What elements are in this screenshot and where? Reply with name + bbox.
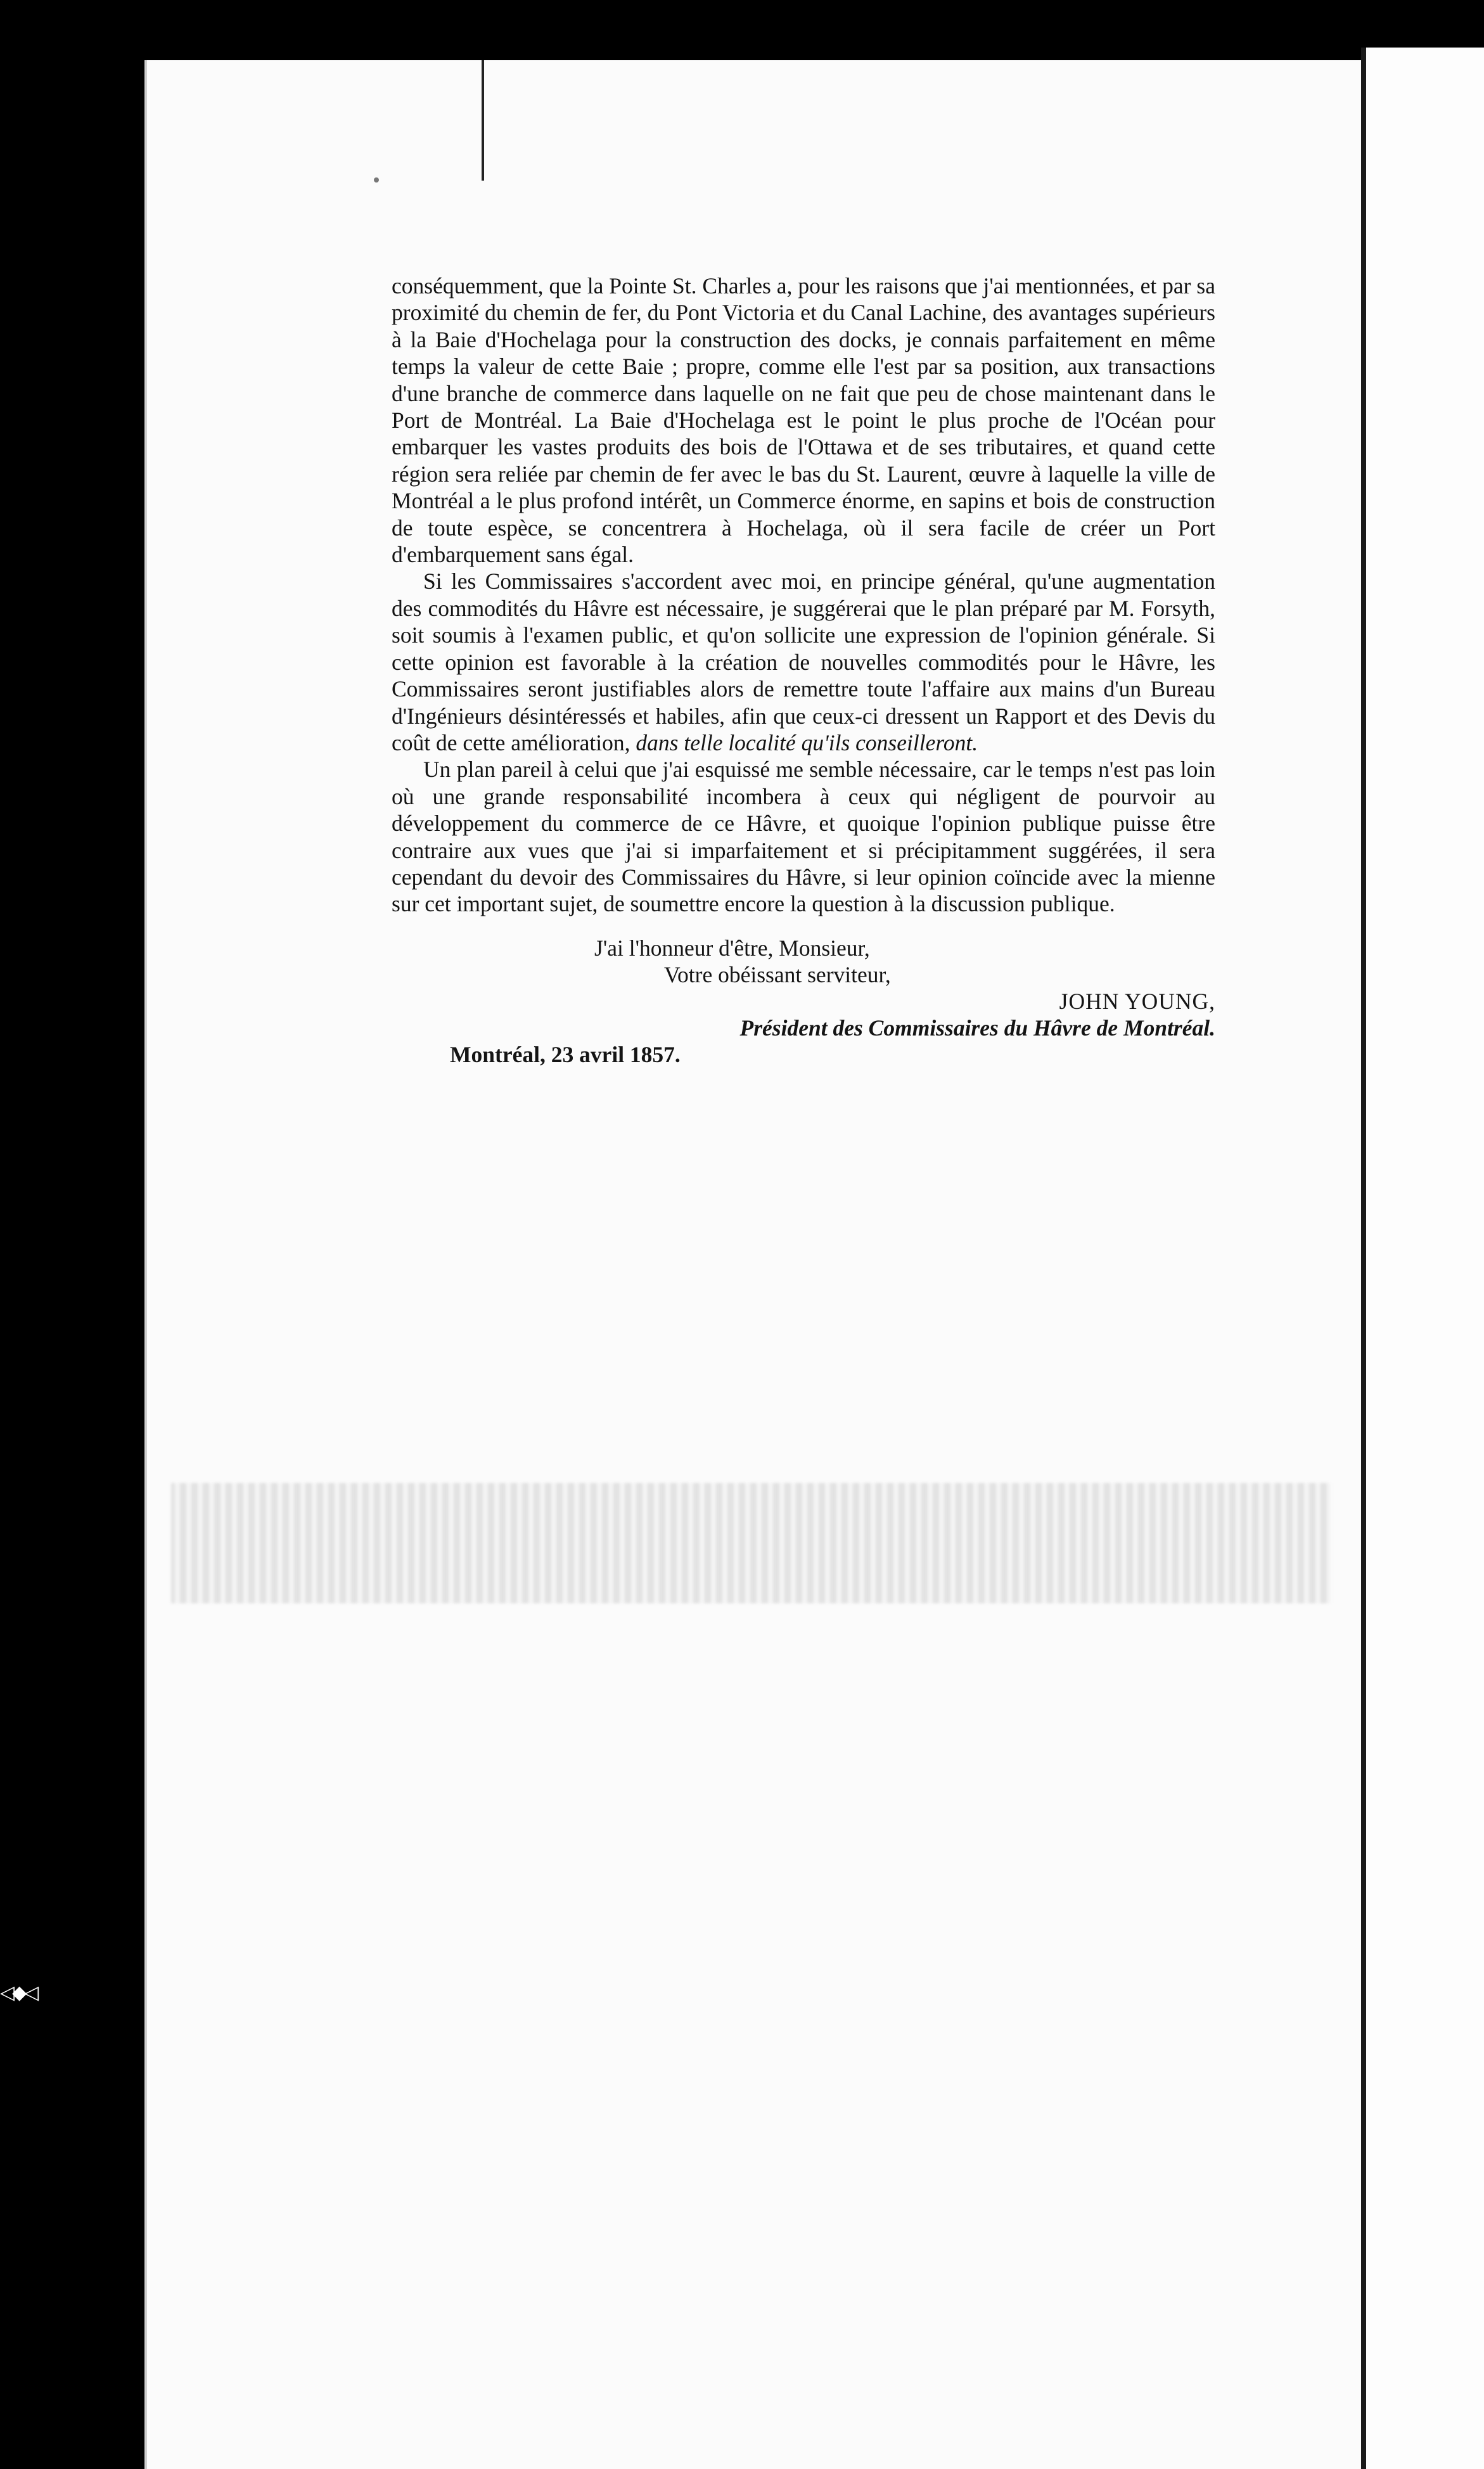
paragraph-3: Un plan pareil à celui que j'ai esquissé me semble nécessaire, car le temps n'est pas loin où une grande responsabilité incombera à ceux qui négligent de pourvoir au développement du commerce de ce Hâvre, et quoique l'opinion publique puisse être contraire aux vues que j'ai si imparfaitement et si précipitamment suggérées, il sera cependant du devoir des Commissaires du Hâvre, si leur opinion coïncide avec la mienne sur cet important sujet, de soumettre encore la question à la discussion publique.	[392, 757, 1215, 917]
closing-servant: Votre obéissant serviteur,	[664, 962, 891, 987]
place-date: Montréal, 23 avril 1857.	[450, 1042, 681, 1067]
letter-body	[392, 273, 1215, 918]
scan-smudge	[171, 1483, 1331, 1603]
paragraph-1: conséquemment, que la Pointe St. Charles a, pour les raisons que j'ai mentionnées, et par sa proximité du chemin de fer, du Pont Victoria et du Canal Lachine, des avantages supérieurs à la Baie d'Hochelaga pour la construction des docks, je connais parfaitement en même temps la valeur de cette Baie ; propre, comme elle l'est par sa position, aux transactions d'une branche de commerce dans laquelle on ne fait que peu de chose maintenant dans le Port de Montréal. La Baie d'Hochelaga est le point le plus proche de l'Océan pour embarquer les vastes produits des bois de l'Ottawa et de ses tributaires, et quand cette région sera reliée par chemin de fer avec le bas du St. Laurent, œuvre à laquelle la ville de Montréal a le plus profond intérêt, un Commerce énorme, en sapins et bois de construction de toute espèce, se concentrera à Hochelaga, où il sera facile de créer un Port d'embarquement sans égal.	[392, 273, 1215, 568]
adjacent-page-edge	[1361, 48, 1484, 2469]
fold-line	[482, 60, 484, 181]
paragraph-2-text: Si les Commissaires s'accordent avec moi, en principe général, qu'une augmentation des commodités du Hâvre est nécessaire, je suggérerai que le plan préparé par M. Forsyth, soit soumis à l'examen public, et qu'on sollicite une expression de l'opinion générale. Si cette opinion est favorable à la création de nouvelles commodités pour le Hâvre, les Commissaires seront justifiables alors de remettre toute l'affaire aux mains d'un Bureau d'Ingénieurs désintéressés et habiles, afin que ceux-ci dressent un Rapport et des Devis du coût de cette amélioration,	[392, 568, 1215, 755]
signer-title: Président des Commissaires du Hâvre de Montréal.	[739, 1015, 1215, 1041]
signer-name: JOHN YOUNG,	[1059, 989, 1215, 1014]
paragraph-2	[392, 568, 1215, 756]
closing-honour: J'ai l'honneur d'être, Monsieur,	[594, 935, 870, 961]
paragraph-2-italic: dans telle localité qu'ils conseilleront.	[636, 729, 978, 755]
paper-speck	[374, 177, 379, 183]
edge-mark: ◁◆◁	[0, 1982, 37, 2003]
